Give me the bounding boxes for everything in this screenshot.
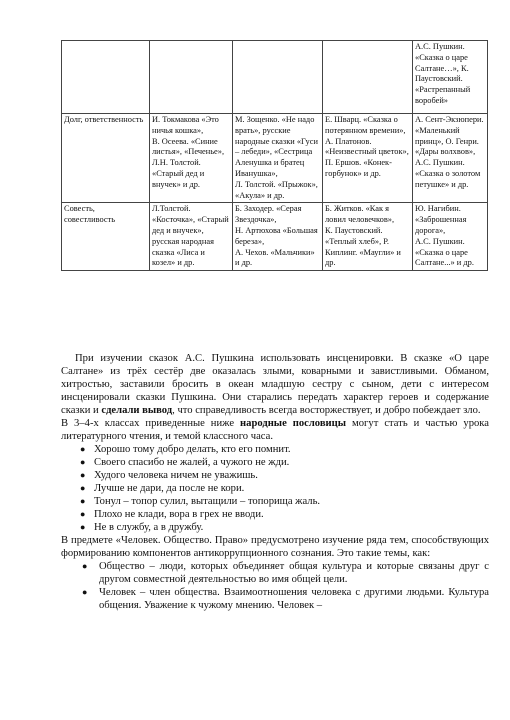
bold-phrase: народные пословицы — [240, 418, 347, 429]
bullet-icon: ● — [82, 587, 88, 597]
list-item: ● Лучше не дари, да после не кори. — [80, 483, 245, 494]
list-item: ● Хорошо тому добро делать, кто его помнит. — [80, 444, 291, 455]
table-cell: А.С. Пушкин. «Сказка о царе Салтане…», К. Паустовский. «Растрепанный воробей» — [413, 41, 488, 114]
table-cell: Б. Житков. «Как я ловил человечков», К. Паустовский. «Теплый хлеб», Р. Киплинг. «Маугли» и др. — [323, 203, 413, 271]
table-row-header: Совесть, совестливость — [62, 203, 150, 271]
table-row — [62, 41, 488, 114]
bullet-icon: ● — [80, 522, 86, 532]
table-cell: Ю. Нагибин. «Заброшенная дорога», А.С. Пушкин. «Сказка о царе Салтане...» и др. — [413, 203, 488, 271]
table-cell — [150, 41, 233, 114]
paragraph-subject: В предмете «Человек. Общество. Право» предусмотрено изучение ряда тем, способствующих формированию компонентов антикоррупционного сознания. Это такие темы, как: — [61, 535, 489, 559]
list-item: ● Не в службу, а в дружбу. — [80, 522, 204, 533]
table-cell — [233, 41, 323, 114]
literature-table — [61, 40, 488, 271]
table-cell: М. Зощенко. «Не надо врать», русские народные сказки «Гуси – лебеди», «Сестрица Аленушка и братец Иванушка», Л. Толстой. «Прыжок», «Акула» и др. — [233, 114, 323, 203]
table-cell: Л.Толстой. «Косточка», «Старый дед и внучек», русская народная сказка «Лиса и козел» и др. — [150, 203, 233, 271]
table-row — [62, 203, 488, 271]
list-item: ● Худого человека ничем не уважишь. — [80, 470, 258, 481]
table-cell: А. Сент-Экзюпери. «Маленький принц», О. Генри. «Дары волхвов», А.С. Пушкин. «Сказка о золотом петушке» и др. — [413, 114, 488, 203]
topics-list — [61, 560, 489, 612]
table-cell: Б. Заходер. «Серая Звездочка», Н. Артюхова «Большая береза», А. Чехов. «Мальчики» и др. — [233, 203, 323, 271]
table-cell — [62, 41, 150, 114]
list-item: ● Тонул – топор сулил, вытащили – топорища жаль. — [80, 496, 321, 507]
table-cell: Е. Шварц. «Сказка о потерянном времени», А. Платонов. «Неизвестный цветок», П. Ершов. «Конек-горбунок» и др. — [323, 114, 413, 203]
table-cell: И. Токмакова «Это ничья кошка», В. Осеева. «Синие листья», «Печенье», Л.Н. Толстой. «Старый дед и внучек» и др. — [150, 114, 233, 203]
table-row-header: Долг, ответственность — [62, 114, 150, 203]
bullet-icon: ● — [80, 496, 86, 506]
list-item: ● Плохо не клади, вора в грех не вводи. — [80, 509, 264, 520]
paragraph-proverbs-intro: В 3–4-х классах приведенные ниже народные пословицы могут стать и частью урока литературного чтения, и темой классного часа. — [61, 418, 489, 442]
proverbs-list — [61, 443, 489, 534]
bullet-icon: ● — [80, 483, 86, 493]
list-item: ● Своего спасибо не жалей, а чужого не жди. — [80, 457, 290, 468]
bullet-icon: ● — [80, 457, 86, 467]
bullet-icon: ● — [80, 470, 86, 480]
list-item: ● Человек – член общества. Взаимоотношения человека с другими людьми. Культура общения. Уважение к чужому мнению. Человек – — [82, 587, 489, 611]
paragraph-pushkin: При изучении сказок А.С. Пушкина использовать инсценировки. В сказке «О царе Салтане» из трёх сестёр две оказалась злыми, коварными и завистливыми. Обманом, хитростью, заставили бросить в океан младшую сестру с сыном, дети с интересом инсценировали сказки Пушкина. Они старались передать характер героев и содержание сказки и сделали вывод, что справедливость всегда восторжествует, и добро побеждает зло. — [61, 353, 489, 416]
body-text — [61, 352, 489, 612]
bullet-icon: ● — [82, 561, 88, 571]
table-cell — [323, 41, 413, 114]
bold-phrase: сделали вывод — [101, 405, 173, 416]
bullet-icon: ● — [80, 509, 86, 519]
table-row — [62, 114, 488, 203]
list-item: ● Общество – люди, которых объединяет общая культура и которые связаны друг с другом совместной деятельностью во имя общей цели. — [82, 561, 489, 585]
bullet-icon: ● — [80, 444, 86, 454]
